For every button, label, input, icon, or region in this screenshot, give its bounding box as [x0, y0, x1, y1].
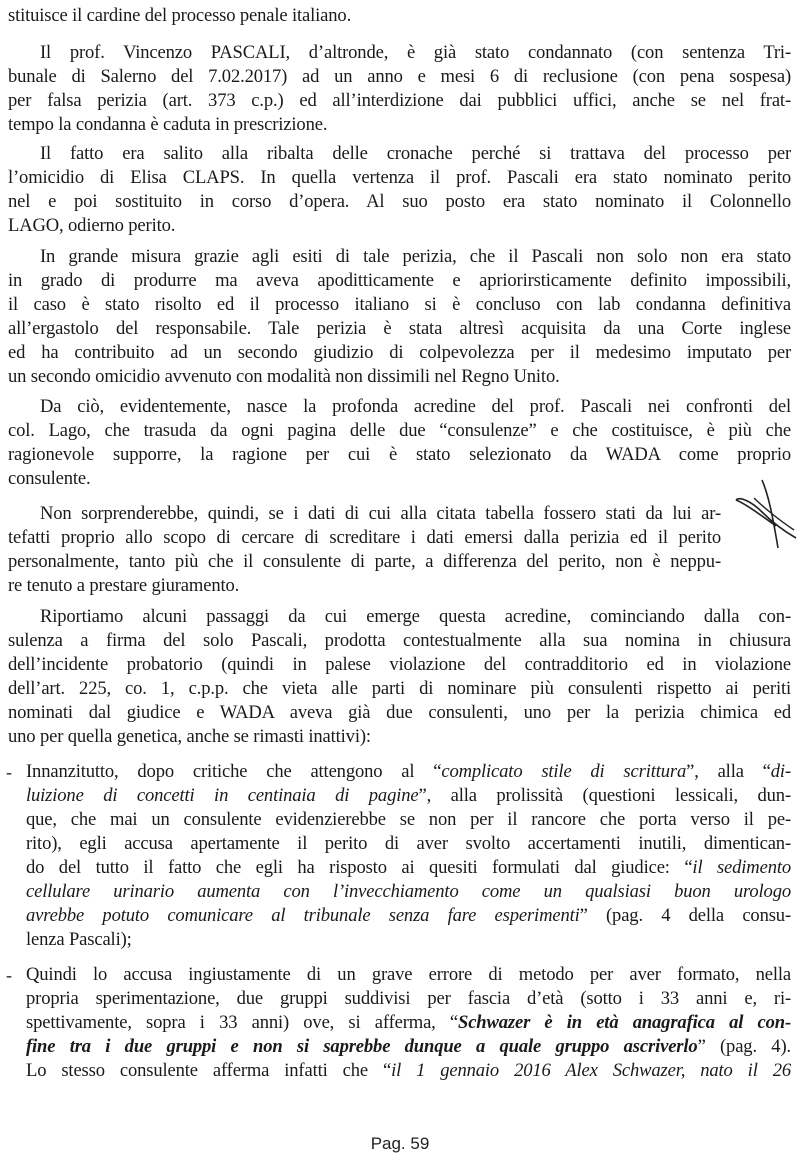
text-line: Non sorprenderebbe, quindi, se i dati di cui alla citata tabella fossero stati da lui ar-	[40, 503, 721, 524]
text-line: bunale di Salerno del 7.02.2017) ad un anno e mesi 6 di reclusione (con pena sospesa)	[8, 66, 791, 87]
text-line: nominati dal giudice e WADA aveva già due consulenti, uno per la perizia chimica ed	[8, 702, 791, 723]
text-line: ragionevole supporre, la ragione per cui è stato selezionato da WADA come proprio	[8, 444, 791, 465]
text-line: per falsa perizia (art. 373 c.p.) ed all’interdizione dai pubblici uffici, anche se nel frat-	[8, 90, 791, 111]
text-line: all’ergastolo del responsabile. Tale perizia è stata altresì acquisita da una Corte inglese	[8, 318, 791, 339]
text-line: fine tra i due gruppi e non si saprebbe dunque a quale gruppo ascriverlo” (pag. 4).	[26, 1036, 791, 1057]
text-line: Il prof. Vincenzo PASCALI, d’altronde, è già stato condannato (con sentenza Tri-	[40, 42, 791, 63]
page-number: Pag. 59	[370, 1134, 430, 1153]
text-line: un secondo omicidio avvenuto con modalità non dissimili nel Regno Unito.	[8, 366, 560, 387]
text-line: propria sperimentazione, due gruppi suddivisi per fascia d’età (sotto i 33 anni e, ri-	[26, 988, 791, 1009]
bullet-dash: -	[6, 965, 12, 985]
text-line: tempo la condanna è caduta in prescrizione.	[8, 114, 328, 135]
text-line: cellulare urinario aumenta con l’invecchiamento come un qualsiasi buon urologo	[26, 881, 791, 902]
text-line: consulente.	[8, 468, 91, 489]
text-line: que, che mai un consulente evidenzierebbe se non per il rancore che porta verso il pe-	[26, 809, 791, 830]
text-line: personalmente, tanto più che il consulente di parte, a differenza del perito, non è neppu-	[8, 551, 721, 572]
text-line: Il fatto era salito alla ribalta delle cronache perché si trattava del processo per	[40, 143, 791, 164]
text-line: LAGO, odierno perito.	[8, 215, 176, 236]
text-line: col. Lago, che trasuda da ogni pagina delle due “consulenze” e che costituisce, è più che	[8, 420, 791, 441]
text-line: tefatti proprio allo scopo di cercare di screditare i dati emersi dalla perizia ed il perito	[8, 527, 721, 548]
signature-initials-icon	[732, 478, 800, 558]
text-line: lenza Pascali);	[26, 929, 132, 950]
text-line: l’omicidio di Elisa CLAPS. In quella vertenza il prof. Pascali era stato nominato perito	[8, 167, 791, 188]
text-line: re tenuto a prestare giuramento.	[8, 575, 240, 596]
text-line: stituisce il cardine del processo penale italiano.	[8, 5, 352, 26]
text-line: nel e poi sostituito in corso d’opera. Al suo posto era stato nominato il Colonnello	[8, 191, 791, 212]
text-line: spettivamente, sopra i 33 anni) ove, si afferma, “Schwazer è in età anagrafica al con-	[26, 1012, 791, 1033]
bullet-dash: -	[6, 762, 12, 782]
text-line: do del tutto il fatto che egli ha risposto ai quesiti formulati dal giudice: “il sedimento	[26, 857, 791, 878]
text-line: luizione di concetti in centinaia di pagine”, alla prolissità (questioni lessicali, dun-	[26, 785, 791, 806]
text-line: Riportiamo alcuni passaggi da cui emerge questa acredine, cominciando dalla con-	[40, 606, 791, 627]
text-line: Lo stesso consulente afferma infatti che “il 1 gennaio 2016 Alex Schwazer, nato il 26	[26, 1060, 791, 1081]
text-line: In grande misura grazie agli esiti di tale perizia, che il Pascali non solo non era stato	[40, 246, 791, 267]
text-line: uno per quella genetica, anche se rimasti inattivi):	[8, 726, 371, 747]
text-line: dell’art. 225, co. 1, c.p.p. che vieta alle parti di nominare più consulenti rispetto ai periti	[8, 678, 791, 699]
text-line: sulenza a firma del solo Pascali, prodotta contestualmente alla sua nomina in chiusura	[8, 630, 791, 651]
text-line: Da ciò, evidentemente, nasce la profonda acredine del prof. Pascali nei confronti del	[40, 396, 791, 417]
text-line: Quindi lo accusa ingiustamente di un grave errore di metodo per aver formato, nella	[26, 964, 791, 985]
text-line: rito), egli accusa apertamente il perito di aver svolto accertamenti inutili, dimentican-	[26, 833, 791, 854]
text-line: il caso è stato risolto ed il processo italiano si è concluso con lab condanna definitiva	[8, 294, 791, 315]
text-line: ed ha contribuito ad un secondo giudizio di colpevolezza per il medesimo imputato per	[8, 342, 791, 363]
text-line: dell’incidente probatorio (quindi in palese violazione del contradditorio ed in violazione	[8, 654, 791, 675]
text-line: in grado di produrre ma aveva apoditticamente e apriorirsticamente definito impossibili,	[8, 270, 791, 291]
text-line: avrebbe potuto comunicare al tribunale senza fare esperimenti” (pag. 4 della consu-	[26, 905, 791, 926]
text-line: Innanzitutto, dopo critiche che attengono al “complicato stile di scrittura”, alla “di-	[26, 761, 791, 782]
